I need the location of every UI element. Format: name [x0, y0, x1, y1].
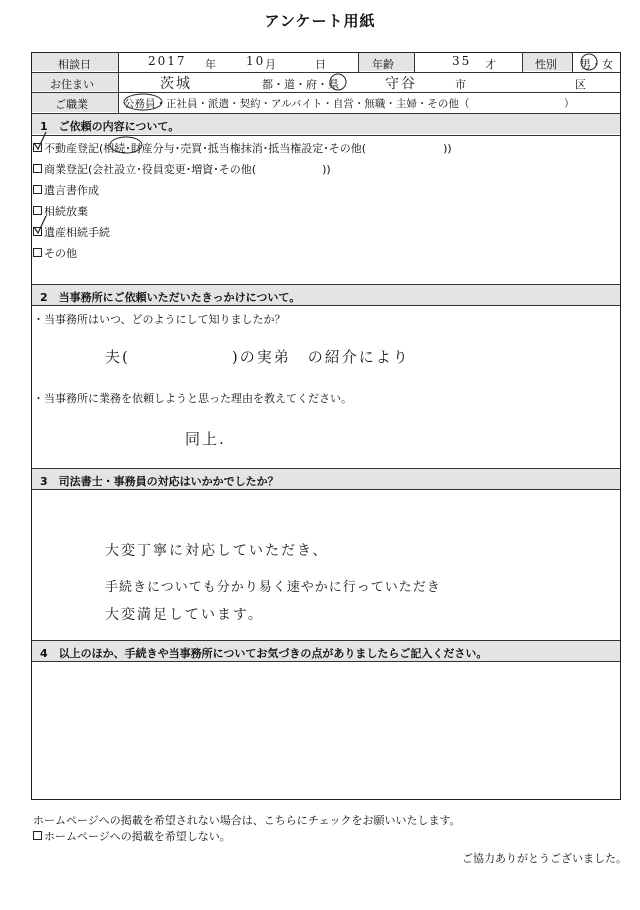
section2-title: 2 当事務所にご依頼いただいたきっかけについて。 — [40, 291, 301, 304]
checkbox-inheritance[interactable] — [33, 224, 110, 240]
checkbox-box[interactable] — [33, 164, 42, 173]
column-divider — [358, 52, 359, 72]
section3-title: 3 司法書士・事務員の対応はいかかでしたか？ — [40, 475, 279, 488]
occupation-options[interactable]: 公務員・正社員・派遣・契約・アルバイト・自営・無職・主婦・その他（ ） — [124, 98, 575, 110]
checkbox-inheritance-label: 遺産相続手続 — [44, 226, 110, 239]
checkbox-renunciation[interactable] — [33, 203, 88, 219]
checkbox-no-publish-label: ホームページへの掲載を希望しない。 — [44, 830, 231, 843]
age-unit: 才 — [485, 58, 496, 71]
year-unit: 年 — [205, 58, 216, 71]
section-divider — [31, 489, 621, 490]
answer-line[interactable]: 大変丁寧に対応していただき、 — [105, 543, 329, 559]
checkbox-other-label: その他 — [44, 247, 77, 260]
footer-note: ホームページへの掲載を希望されない場合は、こちらにチェックをお願いいたします。 — [33, 814, 461, 827]
question-how-known: ・当事務所はいつ、どのようにして知りましたか？ — [33, 313, 286, 326]
checkbox-box[interactable] — [33, 206, 42, 215]
checkbox-commercial[interactable] — [33, 161, 331, 177]
column-divider — [118, 52, 119, 113]
day-unit: 日 — [315, 58, 326, 71]
checkbox-real-estate-label: 不動産登記(相続･財産分与･売買･抵当権抹消･抵当権設定･その他( )) — [44, 142, 452, 155]
section1-title: 1 ご依頼の内容について。 — [40, 120, 180, 133]
section-divider — [31, 305, 621, 306]
gender-label: 性別 — [535, 58, 557, 71]
column-divider — [414, 52, 415, 72]
form-title: アンケート用紙 — [264, 12, 376, 30]
column-divider — [522, 52, 523, 72]
checkbox-will-label: 遺言書作成 — [44, 184, 99, 197]
checkbox-no-publish[interactable] — [33, 828, 231, 844]
answer-line[interactable]: 大変満足しています。 — [105, 607, 264, 623]
date-year-value[interactable]: 2017 — [148, 54, 187, 68]
checkbox-box[interactable] — [33, 831, 42, 840]
city-unit: 市 — [455, 78, 466, 91]
month-unit: 月 — [265, 58, 276, 71]
age-value[interactable]: 35 — [452, 54, 472, 68]
answer-line[interactable]: 手続きについても分かり易く速やかに行っていただき — [105, 580, 441, 595]
checkbox-box[interactable] — [33, 143, 42, 152]
consult-date-label: 相談日 — [58, 58, 91, 71]
checkbox-box[interactable] — [33, 227, 42, 236]
checkbox-box[interactable] — [33, 185, 42, 194]
city-value[interactable]: 守谷 — [385, 76, 417, 92]
checkbox-commercial-label: 商業登記(会社設立･役員変更･増資･その他( )) — [44, 163, 331, 176]
question-reason: ・当事務所に業務を依頼しようと思った理由を教えてください。 — [33, 392, 352, 405]
answer-how-known[interactable]: 夫( )の実弟 の紹介により — [105, 348, 410, 366]
row-divider — [31, 72, 621, 73]
prefecture-value[interactable]: 茨城 — [160, 76, 192, 92]
checkbox-real-estate[interactable] — [33, 140, 452, 156]
checkbox-box[interactable] — [33, 248, 42, 257]
prefecture-units: 都・道・府・県 — [262, 78, 339, 91]
section-divider — [31, 661, 621, 662]
gender-options[interactable]: 男・女 — [580, 58, 613, 71]
section4-title: 4 以上のほか、手続きや当事務所についてお気づきの点がありましたらご記入ください。 — [40, 647, 488, 660]
date-month-value[interactable]: 10 — [246, 54, 266, 68]
age-label: 年齢 — [372, 58, 394, 71]
column-divider — [572, 52, 573, 72]
checkbox-will[interactable] — [33, 182, 99, 198]
section-divider — [31, 135, 621, 136]
checkbox-other[interactable] — [33, 245, 77, 261]
answer-reason[interactable]: 同上. — [185, 430, 226, 448]
address-label: お住まい — [50, 78, 94, 91]
ward-unit: 区 — [575, 78, 586, 91]
occupation-label: ご職業 — [55, 98, 88, 111]
row-divider — [31, 92, 621, 93]
checkbox-renunciation-label: 相続放棄 — [44, 205, 88, 218]
thanks-text: ご協力ありがとうございました。 — [462, 852, 627, 865]
